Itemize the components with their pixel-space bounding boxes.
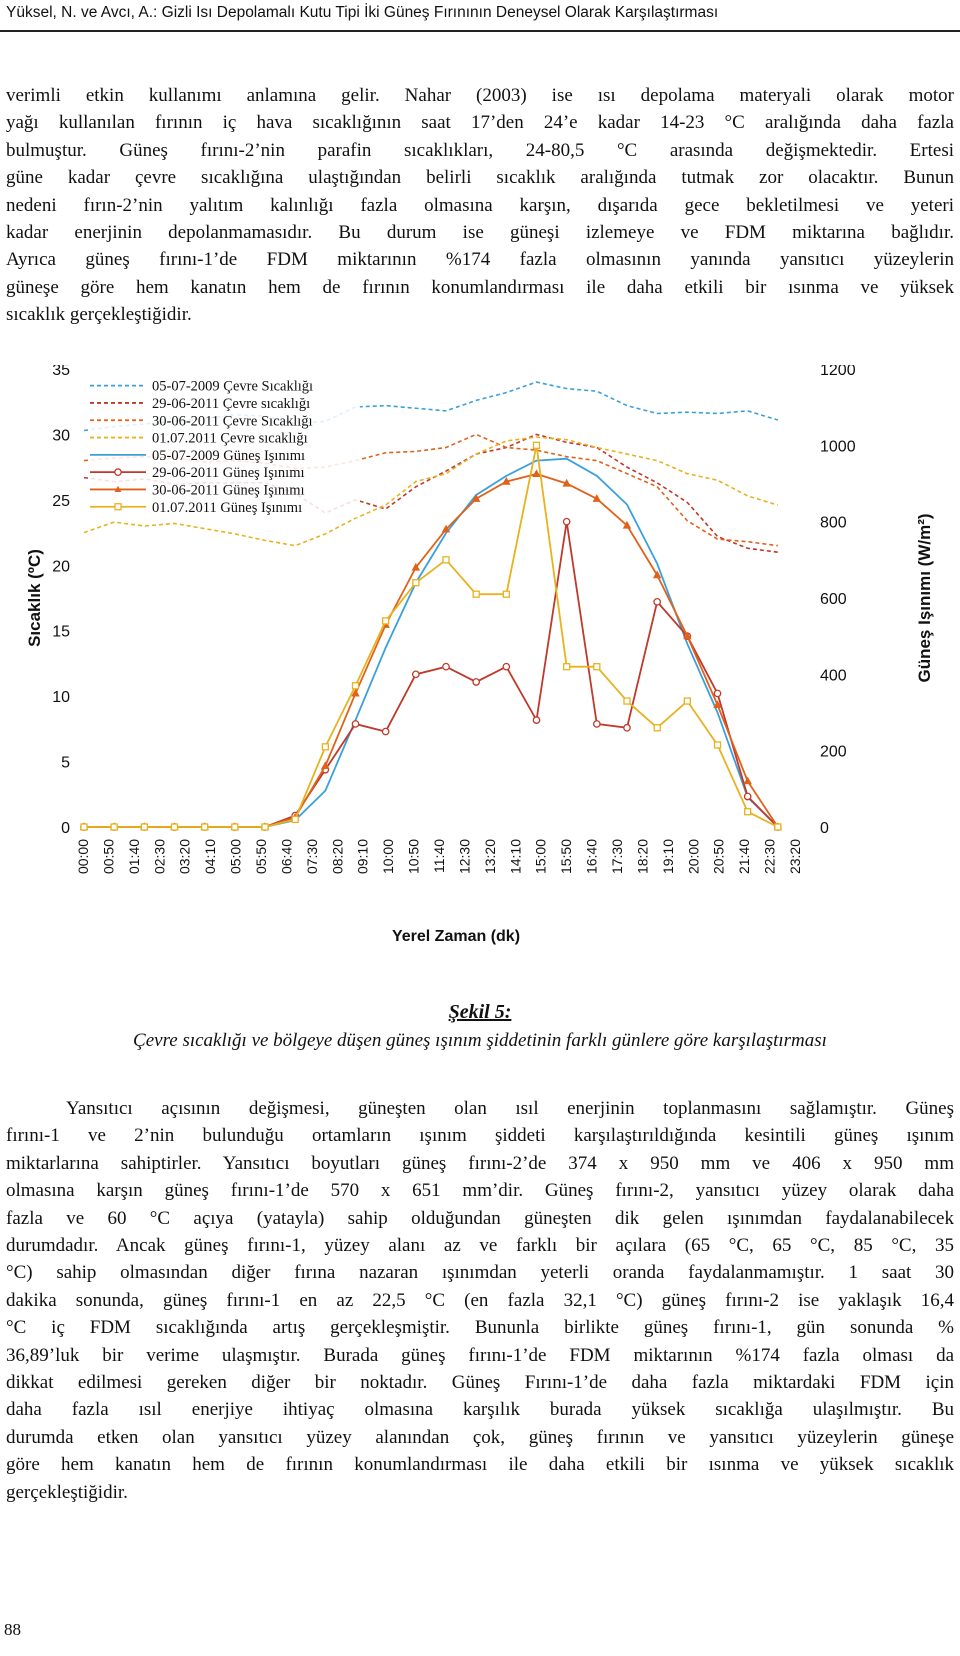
x-tick-label: 21:40	[736, 839, 753, 875]
paragraph-line: fırını-1 ve 2’nin bulunduğu ortamların ışınım şiddeti karşılaştırıldığında kesintili güneş ışınım	[6, 1125, 954, 1147]
y-right-tick-label: 1200	[820, 365, 856, 379]
paragraph-line: kadar enerjinin depolanmamasıdır. Bu durum ise güneşi izlemeye ve FDM miktarına bağlıdır.	[6, 222, 954, 244]
x-tick-label: 18:20	[634, 839, 651, 875]
legend-label: 30-06-2011 Çevre Sıcaklığı	[152, 413, 313, 430]
y-left-tick-label: 10	[52, 689, 70, 707]
data-point	[534, 442, 540, 448]
data-point	[141, 824, 147, 830]
page-number: 88	[4, 1620, 21, 1639]
x-tick-label: 07:30	[303, 839, 320, 875]
data-point	[654, 599, 660, 605]
x-tick-label: 17:30	[609, 839, 625, 875]
x-tick-label: 08:20	[329, 839, 346, 875]
data-point	[533, 717, 539, 723]
data-point	[172, 824, 178, 830]
paragraph-2	[6, 1095, 954, 1506]
paragraph-line: yağı kullanılan fırının iç hava sıcaklığının saat 17’den 24’e kadar 14-23 °C aralığında daha fazla	[6, 112, 954, 134]
y-right-tick-label: 1000	[820, 438, 856, 456]
x-tick-label: 23:20	[787, 839, 803, 875]
x-tick-label: 05:00	[227, 839, 244, 875]
data-point	[744, 793, 750, 799]
x-tick-label: 05:50	[253, 839, 269, 875]
y-right-tick-label: 400	[820, 667, 847, 685]
y-left-tick-label: 30	[52, 427, 70, 445]
y-right-tick-label: 0	[820, 820, 829, 837]
paragraph-line: dakika sonunda, güneş fırını-1 en az 22,5 °C (en fazla 32,1 °C) güneş fırını-2 ise yaklaşık 16,4	[6, 1289, 954, 1311]
legend-marker	[115, 504, 121, 510]
paragraph-line: fazla ve 60 °C açıya (yatayla) sahip olduğundan güneşten dik gelen ışınımdan faydalanabilecek	[6, 1207, 954, 1229]
data-point	[503, 591, 509, 597]
data-point	[353, 683, 359, 689]
data-point	[473, 591, 479, 597]
paragraph-line: güne kadar çevre sıcaklığına ulaştığından belirli sıcaklık aralığında tutmak zor olacaktır. Bunun	[6, 167, 954, 189]
paragraph-line: sıcaklık gerçekleştiğidir.	[6, 304, 192, 326]
paragraph-line: verimli etkin kullanımı anlamına gelir. Nahar (2003) ise ısı depolama materyali olarak motor	[6, 85, 954, 106]
data-point	[715, 742, 721, 748]
data-point	[624, 725, 630, 731]
series-line-7	[84, 474, 778, 827]
data-point	[413, 671, 419, 677]
data-point	[443, 664, 449, 670]
x-tick-label: 02:30	[151, 839, 168, 875]
data-point	[322, 744, 328, 750]
paragraph-line: bulmuştur. Güneş fırını-2’nin parafin sıcaklıkları, 24-80,5 °C arasında değişmektedir. Ertesi	[6, 139, 954, 161]
y-left-tick-label: 15	[52, 623, 70, 641]
x-tick-label: 10:00	[380, 839, 397, 875]
paragraph-line: olmasına karşın güneş fırını-1’de 570 x 651 mm’dir. Güneş fırını-2, yansıtıcı yüzey olarak daha	[6, 1180, 954, 1202]
data-point	[232, 824, 238, 830]
x-tick-label: 19:10	[659, 839, 676, 875]
data-point	[292, 816, 298, 822]
x-tick-label: 00:50	[100, 839, 117, 875]
data-point	[624, 698, 630, 704]
data-point	[473, 679, 479, 685]
y-right-tick-label: 200	[820, 743, 847, 761]
paragraph-line: °C iç FDM sıcaklığında artış gerçekleşmiştir. Bununla birlikte güneş fırını-1, gün sonunda %	[6, 1317, 954, 1339]
y-right-tick-label: 800	[820, 514, 847, 532]
y-left-axis-title: Sıcaklık (ºC)	[25, 549, 44, 647]
paragraph-line: durumdadır. Ancak güneş fırını-1, yüzey alanı az ve farklı bir açılara (65 °C, 65 °C, 85 °C, 35	[6, 1235, 954, 1257]
figure-title: Şekil 5:	[448, 1001, 512, 1023]
header-rule	[0, 30, 960, 32]
legend-label: 05-07-2009 Güneş Işınımı	[152, 447, 306, 464]
legend-label: 05-07-2009 Çevre Sıcaklığı	[152, 378, 314, 395]
legend-label: 29-06-2011 Çevre sıcaklığı	[152, 395, 311, 412]
y-left-tick-label: 20	[52, 558, 70, 576]
x-tick-label: 00:00	[75, 839, 91, 875]
paragraph-1	[6, 82, 954, 329]
x-tick-label: 11:40	[431, 839, 447, 873]
paragraph-line: miktarlarına sahiptirler. Yansıtıcı boyutları güneş fırını-2’de 374 x 950 mm ve 406 x 950 mm	[6, 1152, 954, 1174]
data-point	[202, 824, 208, 830]
legend-label: 01.07.2011 Çevre sıcaklığı	[152, 430, 308, 447]
legend-marker	[115, 469, 121, 475]
data-point	[564, 664, 570, 670]
y-left-tick-label: 5	[61, 754, 70, 772]
data-point	[563, 518, 569, 524]
y-right-axis-title: Güneş Işınımı (W/m²)	[915, 513, 934, 683]
x-tick-label: 04:10	[202, 839, 219, 875]
data-point	[81, 824, 87, 830]
x-axis-title: Yerel Zaman (dk)	[391, 928, 521, 945]
data-point	[594, 664, 600, 670]
y-left-tick-label: 35	[52, 365, 70, 379]
running-head: Yüksel, N. ve Avcı, A.: Gizli Isı Depolamalı Kutu Tipi İki Güneş Fırınının Deneysel Olarak Karşılaştırması	[6, 4, 719, 21]
figure-caption: Çevre sıcaklığı ve bölgeye düşen güneş ışınım şiddetinin farklı günlere göre karşılaştırması	[133, 1030, 827, 1051]
data-point	[352, 721, 358, 727]
paragraph-line: °C) sahip olmasından diğer fırına nazaran ışınımdan yeterli oranda faydalanmamıştır. 1 saat 30	[6, 1262, 954, 1284]
paragraph-line: Yansıtıcı açısının değişmesi, güneşten olan ısıl enerjinin toplanmasını sağlamıştır. Güneş	[66, 1098, 954, 1119]
data-point	[503, 664, 509, 670]
y-right-tick-label: 600	[820, 591, 847, 608]
paragraph-line: nedeni fırın-2’nin yalıtım kalınlığı fazla olmasına karşın, dışarıda gece bekletilmesi ve yeteri	[6, 194, 954, 216]
data-point	[775, 824, 781, 830]
paragraph-line: 36,89’luk bir verime ulaşmıştır. Burada güneş fırını-1’de FDM miktarının %174 fazla olması da	[6, 1344, 954, 1366]
x-tick-label: 06:40	[278, 839, 295, 875]
x-tick-label: 14:10	[507, 839, 524, 875]
x-tick-label: 15:00	[532, 839, 549, 875]
paragraph-line: dikkat edilmesi gereken diğer bir noktadır. Güneş Fırını-1’de daha fazla miktardaki FDM için	[6, 1372, 954, 1394]
paragraph-line: Ayrıca güneş fırını-1’de FDM miktarının %174 fazla olmasının yanında yansıtıcı yüzeylerin	[6, 249, 954, 271]
data-point	[594, 721, 600, 727]
data-point	[654, 725, 660, 731]
paragraph-line: güneşe göre hem kanatın hem de fırının konumlandırması ile daha etkili bir ısınma ve yüksek	[6, 276, 954, 298]
data-point	[413, 580, 419, 586]
chart-svg	[0, 365, 960, 965]
x-tick-label: 16:40	[583, 839, 600, 875]
data-point	[744, 778, 751, 784]
x-tick-label: 20:50	[710, 839, 727, 875]
legend-label: 30-06-2011 Güneş Işınımı	[152, 482, 305, 499]
data-point	[714, 690, 720, 696]
data-point	[533, 470, 540, 476]
x-tick-label: 15:50	[558, 839, 575, 875]
paragraph-line: göre hem kanatın hem de fırının konumlandırması ile daha etkili bir ısınma ve yüksek sıcaklık	[6, 1454, 954, 1476]
paragraph-line: durumda etken olan yansıtıcı yüzey alanından çok, güneş fırının ve yansıtıcı yüzeylerin güneşe	[6, 1426, 954, 1448]
x-tick-label: 01:40	[125, 839, 142, 875]
data-point	[262, 824, 268, 830]
x-tick-label: 12:30	[456, 839, 473, 875]
paragraph-line: daha fazla ısıl enerjiye ihtiyaç olmasına karşılık burada yüksek sıcaklığa ulaşılmıştır. Bu	[6, 1399, 954, 1421]
data-point	[745, 809, 751, 815]
series-line-6	[84, 522, 778, 827]
y-left-tick-label: 25	[52, 492, 70, 510]
data-point	[383, 618, 389, 624]
data-point	[684, 698, 690, 704]
x-tick-label: 22:30	[761, 839, 778, 875]
data-point	[443, 557, 449, 563]
x-tick-label: 20:00	[685, 839, 702, 875]
x-tick-label: 13:20	[481, 839, 498, 875]
x-tick-label: 09:10	[354, 839, 371, 875]
figure-chart	[0, 365, 960, 965]
y-left-tick-label: 0	[61, 820, 70, 837]
x-tick-label: 03:20	[176, 839, 193, 875]
paragraph-line: gerçekleştiğidir.	[6, 1481, 128, 1503]
data-point	[382, 728, 388, 734]
x-tick-label: 10:50	[405, 839, 422, 875]
legend-label: 01.07.2011 Güneş Işınımı	[152, 499, 303, 516]
legend-label: 29-06-2011 Güneş Işınımı	[152, 465, 305, 482]
data-point	[111, 824, 117, 830]
